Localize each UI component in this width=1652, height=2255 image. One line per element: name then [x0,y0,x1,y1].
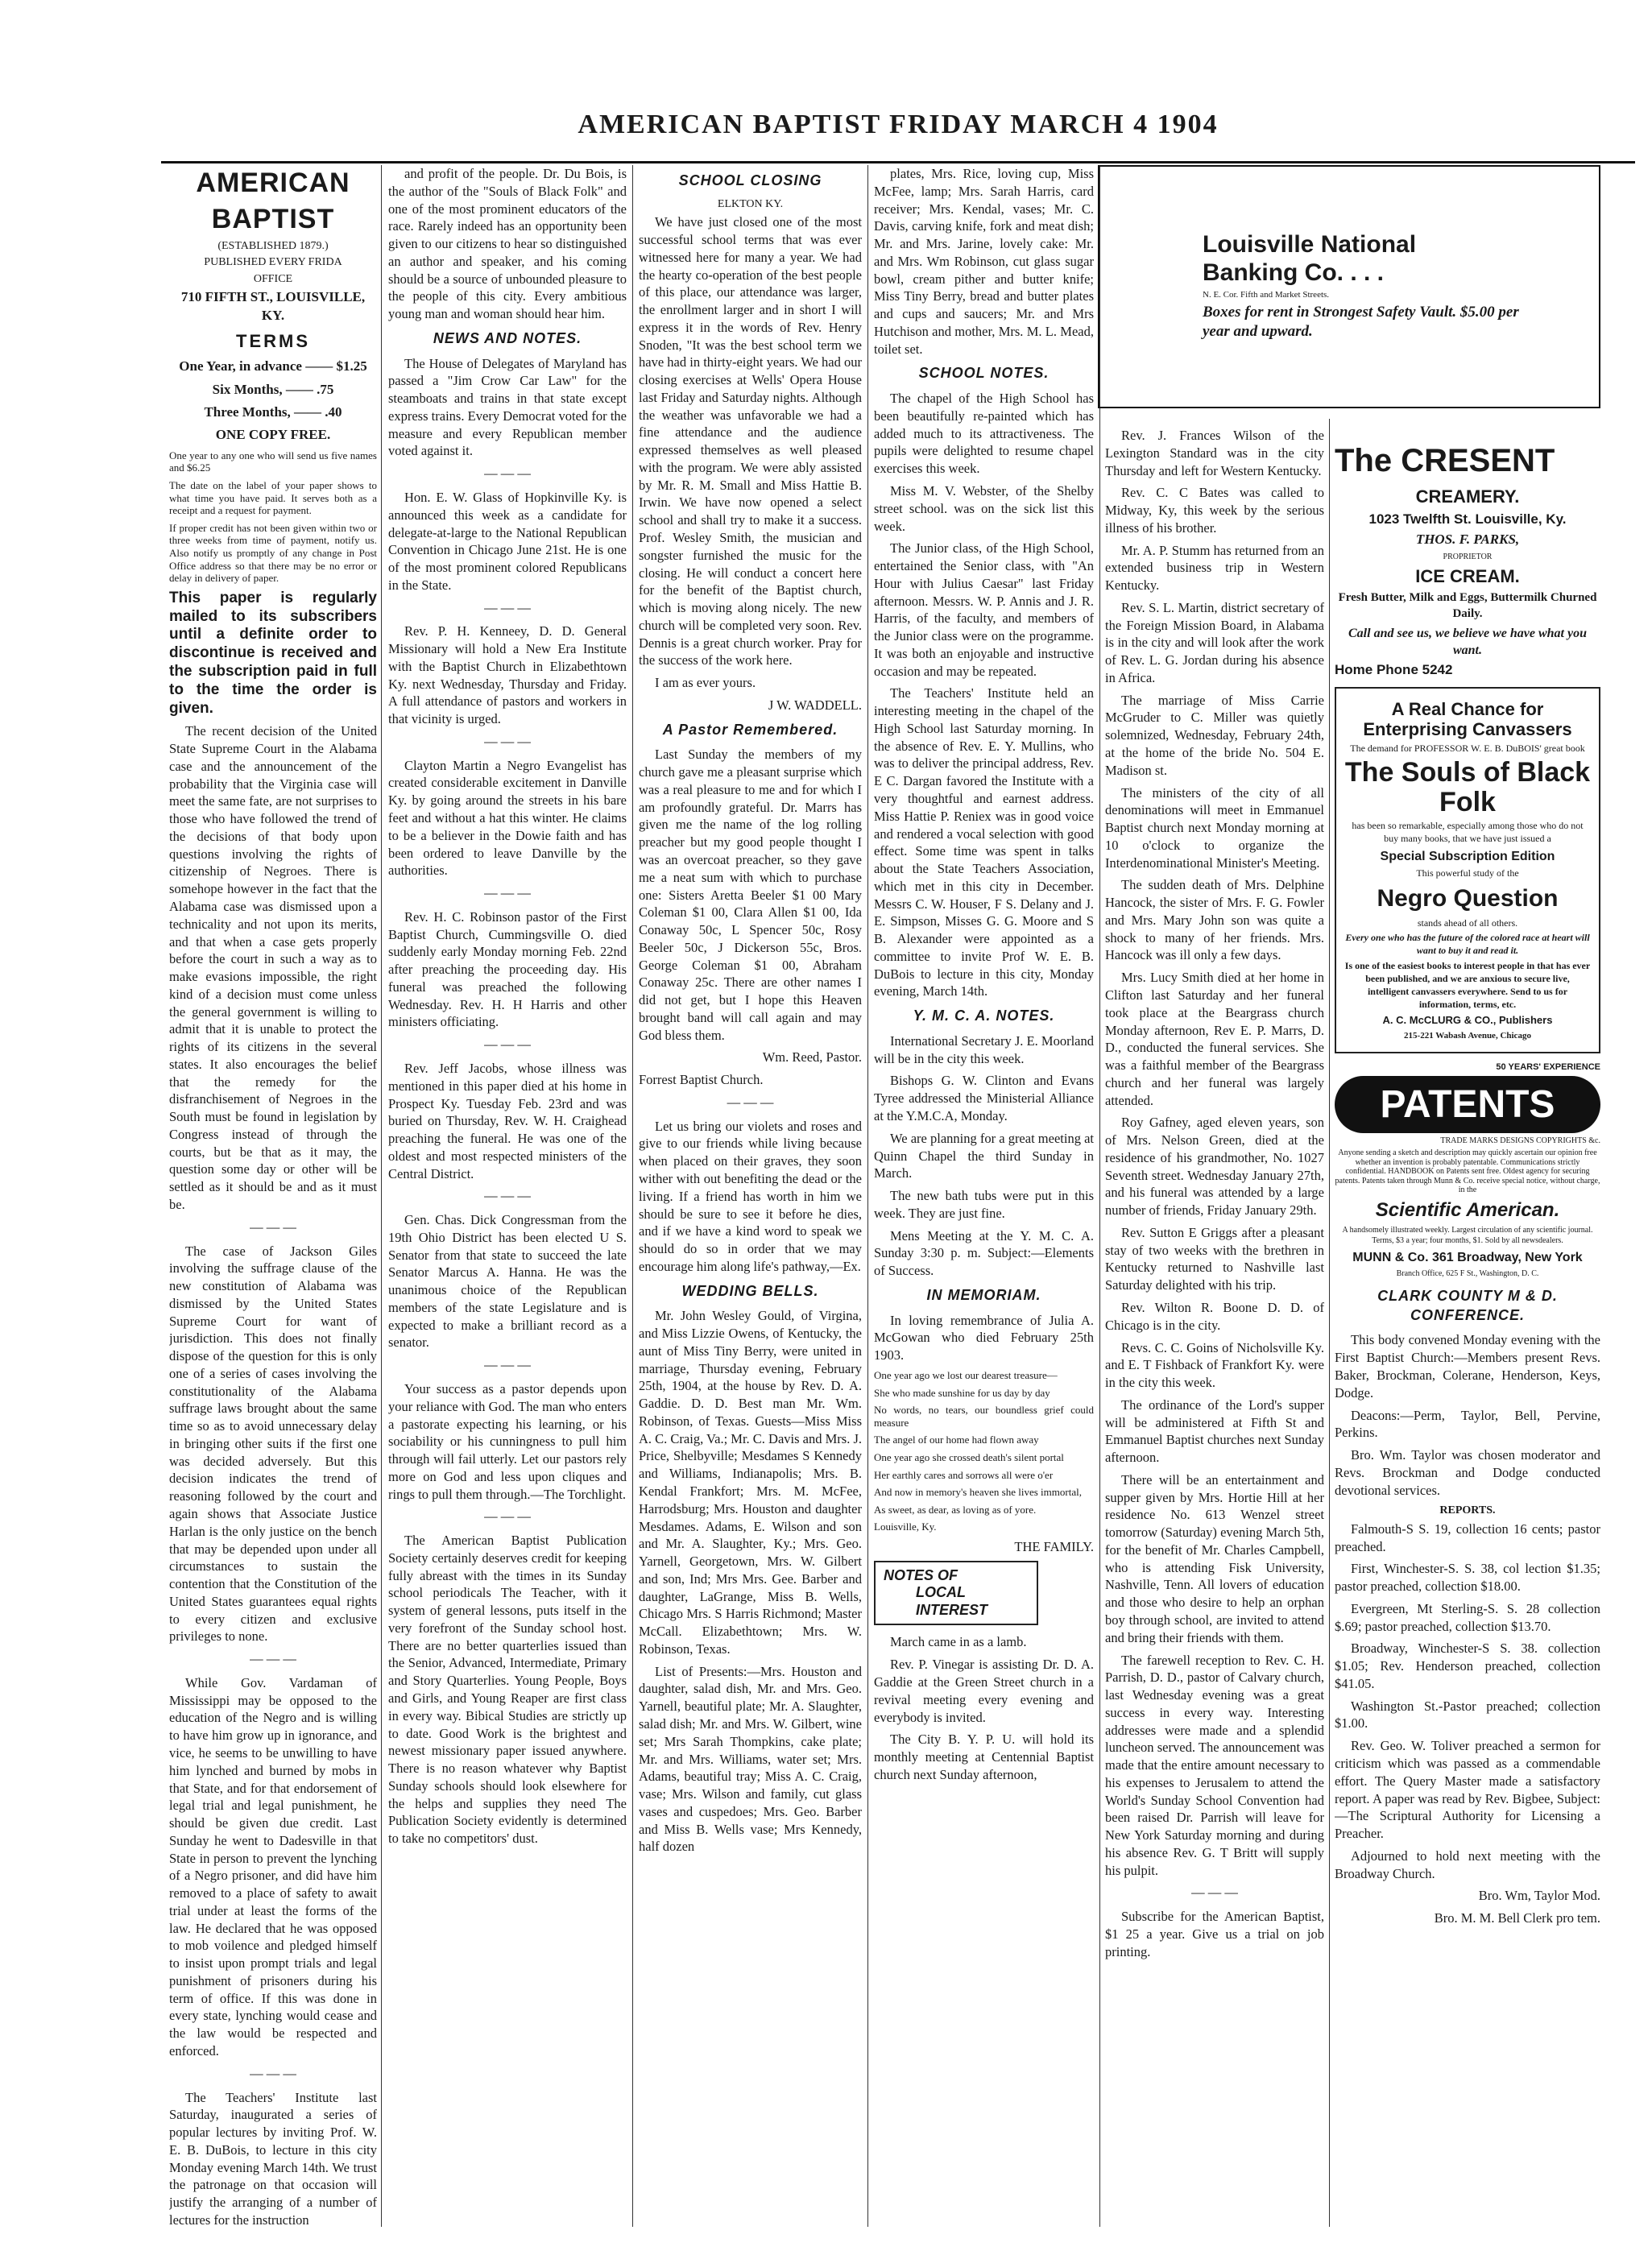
column-1: AMERICAN BAPTIST (ESTABLISHED 1879.) PUBLISHED EVERY FRIDA OFFICE 710 FIFTH ST., LOUISVILLE, KY. TERMS One Year, in advance —— $1.25 Six Months, —— .75 Three Months, —— .40 ONE COPY FREE. One year to any one who will send us five names and $6.25 The date on the label of your paper shows to what time you have paid. It serves both as a receipt and a request for payment. If proper credit has not been given within two or three weeks from time of payment, notify us. Also notify us promptly of any change in Post Office address so that there may be no error or delay in delivery of paper. This paper is regularly mailed to its subscribers until a definite order to discontinue is received and the subscription paid in full to the time the order is given. The recent decision of the United State Supreme Court in the Alabama case and the announcement of the probability that the Virginia case will meet the same fate, are not surprises to those who have followed the trend of the decisions of that body upon questions involving the rights of citizenship of Negroes. There is somehope however in the fact that the Alabama case was dismissed upon a technicality and not upon its merits, and that when a case gets properly before the court in such a way as to make evasions impossible, the right kind of a decision must come unless the general government is willing to admit that it is unable to protect the rights of its citizens in the several states. It also encourages the belief that the remedy for the disfranchisement of Negroes in the South must be found in legislation by Congress instead of through the courts, but be that as it may, the question some day or other will be settled as it should be and as it must be. — — — The case of Jackson Giles involving the suffrage clause of the new constitution of Alabama was dismissed by the United States Supreme Court for want of jurisdiction. This does not finally dispose of the question for this is only one of a series of cases involving the constitutionality of the Alabama suffrage laws brought about the same time so as to avoid unnecessary delay in bringing other suits if the first one was decided adversely. But this decision indicates the trend of reasoning followed by the court and again shows that Associate Justice Harlan is the only justice on the bench that may be depended upon under all circumstances to sustain the contention that the Constitution of the United States guarantees equal rights to every citizen and exclusive privileges to none. — — — While Gov. Vardaman of Mississippi may be opposed to the education of the Negro and is willing to have him grow up in ignorance, and vice, he seems to be unwilling to have him lynched and burned by mobs in that State, and for that endorsement of legal trial and legal punishment, he should be given due credit. Last Sunday he went to Dadesville in that State in person to prevent the lynching of a Negro prisoner, and did have him removed to a place of safety to await trial under at least the forms of the law. He declared that he was opposed to mob voilence and pledged himself to insist upon prompt trials and legal punishment of prisoners during his term of office. If this was done in every state, lynching would cease and the law would be respected and enforced. — — — The Teachers' Institute last Saturday, inaugurated a series of popular lectures by inviting Prof. W. E. B. DuBois, to lecture in this city Monday evening March 14th. We trust the patronage on that occasion will justify the arranging of a number of lectures for the instruction [169,165,377,2227]
column-5: Rev. J. Frances Wilson of the Lexington Standard was in the city Thursday and left for Western Kentucky. Rev. C. C Bates was called to Midway, Ky, this week by the serious illness of his brother. Mr. A. P. Stumm has returned from an extended business trip in Western Kentucky. Rev. S. L. Martin, district secretary of the Foreign Mission Board, in Alabama is in the city and will look after the work of Rev. L. G. Jordan during his absence in Africa. The marriage of Miss Carrie McGruder to C. Miller was quietly solemnized, Wednesday, February 24th, at the home of the bride No. 504 E. Madison st. The ministers of the city of all denominations will meet in Emmanuel Baptist church next Monday morning at 10 o'clock to organize the Interdenominational Minister's Meeting. The sudden death of Mrs. Delphine Hancock, the sister of Mrs. F. G. Fowler and Mrs. Mary John son was quite a shock to many of her friends. Mrs. Hancock was ill only a few days. Mrs. Lucy Smith died at her home in Clifton last Saturday and her funeral took place at the Beargrass church Monday afternoon, Rev E. P. Marrs, D. D., conducted the funeral services. She was a faithful member of the Beargrass church and her funeral was largely attended. Roy Gafney, aged eleven years, son of Mrs. Nelson Green, died at the residence of his grandmother, No. 1027 Seventh street. Wednesday January 27th, and his funeral was attended by a large number of friends, Friday January 29th. Rev. Sutton E Griggs after a pleasant stay of two weeks with the brethren in Kentucky returned to Nashville last Saturday delighted with his trip. Rev. Wilton R. Boone D. D. of Chicago is in the city. Revs. C. C. Goins of Nicholsville Ky. and E. T Fishback of Frankfort Ky. were in the city this week. The ordinance of the Lord's supper will be administered at Fifth St and Emmanuel Baptist churches next Sunday afternoon. There will be an entertainment and supper given by Mrs. Hortie Hill at her residence No. 613 Wenzel street tomorrow (Saturday) evening March 5th, for the benefit of Mr. Charles Campbell, who is attending Fisk University, Nashville, Tenn. All lovers of education and those who desire to help an orphan boy through school, are invited to attend and bring their friends with them. The farewell reception to Rev. C. H. Parrish, D. D., pastor of Calvary church, last Wednesday evening was a great success in every way. Interesting addresses were made and a splendid luncheon served. The announcement was made that the entire amount necessary to his expenses to Jerusalem to attend the World's Sunday School Convention had been raised Dr. Parrish will leave for New York Saturday morning and during his absence Rev. G. T Britt will supply his pulpit. — — — Subscribe for the American Baptist, $1 25 a year. Give us a trial on job printing. [1105,428,1324,1959]
section-heading: NEWS AND NOTES. [433,329,582,346]
signature: Wm. Reed, Pastor. [762,1049,862,1065]
terms-note: The date on the label of your paper shows to what time you have paid. It serves both as a receipt and a request for payment. [169,479,377,517]
article-paragraph: Broadway, Winchester-S S. 38. collection $1.05; Rev. Henderson preached, collection $41.05. [1335,1641,1600,1691]
article-paragraph: Falmouth-S S. 19, collection 16 cents; pastor preached. [1335,1521,1600,1554]
local-interest-box [874,1561,1038,1626]
souls-headline: A Real Chance for Enterprising Canvassers [1363,699,1572,740]
article-paragraph: Revs. C. C. Goins of Nicholsville Ky. and E. T Fishback of Frankfort Ky. were in the city this week. [1105,1339,1324,1391]
article-paragraph: Let us bring our violets and roses and give to our friends while living because when placed on their graves, they soon wither with out benefiting the dead or the living. If a friend has worth in him we should be sure to see it before he dies, and if we have a kind word to speak we should do so in order that we may encourage him along life's pathway,—Ex. [639,1118,862,1274]
creamery-name: CREAMERY. [1415,486,1520,507]
article-paragraph: plates, Mrs. Rice, loving cup, Miss McFee, lamp; Mrs. Sarah Harris, card receiver; Mrs. Kendal, vases; Mr. C. Davis, carving knife, fork and meat dish; Mr. and Mrs. Jarine, lovely cake: Mr. and Mrs. Wm Robinson, cut glass sugar bowl, cream pither and butter knife; Miss Tiny Berry, bread and butter plates and cups and saucers; Mr. and Mrs Hutchison and mother, Mrs. M. L. Mead, toilet set. [874,166,1094,357]
article-paragraph: Rev. C. C Bates was called to Midway, Ky, this week by the serious illness of his brother. [1105,485,1324,536]
poem-line: She who made sunshine for us day by day [874,1386,1050,1399]
reports-heading: REPORTS. [1439,1504,1496,1517]
souls-text: has been so remarkable, especially among those who do not buy many books, that we have just issued a [1352,820,1584,845]
article-paragraph: International Secretary J. E. Moorland will be in the city this week. [874,1032,1094,1066]
article-paragraph: Mr. John Wesley Gould, of Virgina, and Miss Lizzie Owens, of Kentucky, the aunt of Miss Tiny Berry, were united in marriage, Thursday evening, February 25th, 1904, at the house by Rev. D. A. Gaddie. D. D. Best man Mr. Wm. Robinson, of Texas. Guests—Miss Miss A. C. Craig, Va.; Mr. C. Davis and Mrs. J. Price, Shelbyville; Mesdames S Kennedy and Williams, Indianapolis; Mrs. B. Kendal Frankfort; Mrs. M. McFee, Harrodsburg; Mrs. Houston and daughter Mesdames. Adams, E. Wilson and son and Mr. A. Slaughter, Ky.; Mrs. Geo. Yarnell, Georgetown, Mrs. W. Gilbert and son, Ind; Mrs Mrs. Gee. Barber and daughter, LaGrange, Miss B. Wells, Chicago Mrs. S Harris Richmond; Master McCall. Elizabethtown; Mrs. W. Robinson, Texas. [639,1308,862,1657]
article-paragraph: I am as ever yours. [655,675,756,691]
column-divider [632,165,633,2227]
patents-text: A handsomely illustrated weekly. Largest circulation of any scientific journal. Terms, $3 a year; four months, $1. Sold by all newsdealers. [1342,1226,1593,1246]
article-paragraph: Rev. Sutton E Griggs after a pleasant stay of two weeks with the brethren in Kentucky returned to Nashville last Saturday delighted with his trip. [1105,1224,1324,1293]
masthead [169,165,377,325]
article-paragraph: and profit of the people. Dr. Du Bois, is the author of the "Souls of Black Folk" and one of the most prominent educators of the race. Rarely indeed has an opportunity been given to our citizens to hear so distinguished an author and speaker, and his coming should be a source of unbounded pleasure to the people of this city. Every ambitious young man and woman should hear him. [388,166,627,322]
article-paragraph: March came in as a lamb. [890,1634,1027,1650]
column-divider [867,165,868,2227]
article-paragraph: Rev. P. H. Kenneey, D. D. General Missionary will hold a New Era Institute with the Baptist Church in Elizabethtown Ky. next Wednesday, Thursday and Friday. A full attendance of pastors and workers in that vicinity is urged. [388,623,627,727]
article-paragraph: Your success as a pastor depends upon your reliance with God. The man who enters a pastorate expecting his learning, or his sociability or his cunningness to pull him through will fail utterly. Let our pastors rely more on God and less upon cliques and rings to pull them through.—The Torchlight. [388,1380,627,1502]
creamery-proprietor: THOS. F. PARKS, [1415,532,1520,548]
creamery-phone: Home Phone 5242 [1335,661,1453,677]
section-heading: SCHOOL NOTES. [918,365,1050,382]
article-paragraph: The ordinance of the Lord's supper will be administered at Fifth St and Emmanuel Baptist churches next Sunday afternoon. [1105,1396,1324,1466]
section-heading: IN MEMORIAM. [926,1286,1041,1303]
subscribe-notice: Subscribe for the American Baptist, $1 25 a year. Give us a trial on job printing. [1105,1909,1324,1959]
terms-title: TERMS [236,331,310,352]
souls-title: The Souls of Black Folk [1344,756,1591,817]
column-3: SCHOOL CLOSING ELKTON KY. We have just closed one of the most successful school terms that was ever witnessed here for many a year. We had the hearty co-operation of the best people of this place, our attendance was larger, the enrollment larger and in short I will express it in the words of Rev. Henry Snoden, "It was the best school term we have had in thirty-eight years. We had our closing exercises at Wells' Opera House last Friday and Saturday nights. Although the weather was unfavorable we had a fine attendance and the audience expressed themselves as well pleased with the program. We were ably assisted by Mr. R. M. Small and Miss Hattie B. Irwin. We have now opened a select school and shall try to make it a success. Prof. Wesley Smith, the musician and songster furnished the music for the closing. He will conduct a concert here for the benefit of the Baptist church, which is moving along nicely. The new church will be completed very soon. Rev. Dennis is a great church worker. Pray for the success of the work here. I am as ever yours. J W. WADDELL. A Pastor Remembered. Last Sunday the members of my church gave me a pleasant surprise which was a real pleasure to me and for which I am profoundly grateful. Dr. Marrs has given me the name of the log rolling preacher but my good people thought I was an overcoat preacher, so they gave me a neat sum with which to purchase one: Sisters Aretta Beeler $1 00 Mary Coleman $1 00, Clara Allen $1 00, Ida Conaway 50c, L Spencer 50c, Rosy Beeler 50c, J Dickerson 55c, Bros. George Coleman $1 00, Abraham Conaway 25c. There are other names I did not get, but I hope this Heaven brought band will call again and may God bless them. Wm. Reed, Pastor. Forrest Baptist Church. — — — Let us bring our violets and roses and give to our friends while living because when placed on their graves, they soon wither with out benefiting the dead or the living. If a friend has worth in him we should be sure to see it before he dies, and if we have a kind word to speak we should do so in order that we may encourage him along life's pathway,—Ex. WEDDING BELLS. Mr. John Wesley Gould, of Virgina, and Miss Lizzie Owens, of Kentucky, the aunt of Miss Tiny Berry, were united in marriage, Thursday evening, February 25th, 1904, at the house by Rev. D. A. Gaddie. D. D. Best man Mr. Wm. Robinson, of Texas. Guests—Miss Miss A. C. Craig, Va.; Mr. C. Davis and Mrs. J. Price, Shelbyville; Mesdames S Kennedy and Williams, Indianapolis; Mrs. B. Kendal Frankfort; Mrs. M. McFee, Harrodsburg; Mrs. Houston and daughter Mesdames. Adams, E. Wilson and son and Mr. A. Slaughter, Ky.; Mrs. Geo. Yarnell, Georgetown, Mrs. W. Gilbert and son, Ind; Mrs Mrs. Gee. Barber and daughter, LaGrange, Miss B. Wells, Chicago Mrs. S Harris Richmond; Master McCall. Elizabethtown; Mrs. W. Robinson, Texas. List of Presents:—Mrs. Houston and daughter, salad dish, Mr. and Mrs. Geo. Yarnell, beautiful plate; Mr. A. Slaughter, salad dish; Mr. and Mrs. W. Gilbert, wine set; Mrs Sarah Thompkins, cake plate; Mr. and Mrs. Williams, water set; Mrs. Adams, beautiful tray; Miss A. C. Craig, vase; Mrs. Wilson and family, cut glass vases and cuspedoes; Mrs. Geo. Barber and Miss B. Wells vase; Mrs Kennedy, half dozen [639,172,862,1855]
poem-line: Her earthly cares and sorrows all were o'er [874,1468,1054,1481]
article-paragraph: The farewell reception to Rev. C. H. Parrish, D. D., pastor of Calvary church, last Wednesday evening was a great success in every way. Interesting addresses were made and a splendid luncheon served. The announcement was made that the entire amount necessary to his expenses to Jerusalem to attend the World's Sunday School Convention had been raised Dr. Parrish will leave for New York Saturday morning and during his absence Rev. G. T Britt will supply his pulpit. [1105,1652,1324,1878]
souls-text: The demand for PROFESSOR W. E. B. DuBOIS' great book [1350,742,1585,754]
bank-address: N. E. Cor. Fifth and Market Streets. [1203,290,1330,300]
creamery-product: ICE CREAM. [1415,565,1520,586]
terms-line: Three Months, —— .40 [204,403,342,420]
article-paragraph: The ministers of the city of all denominations will meet in Emmanuel Baptist church next Monday morning at 10 o'clock to organize the Interdenominational Minister's Meeting. [1105,784,1324,871]
masthead-established: (ESTABLISHED 1879.) [217,239,329,252]
poem-line: And now in memory's heaven she lives immortal, [874,1486,1082,1499]
masthead-office: OFFICE [253,272,293,285]
bank-offer: Boxes for rent in Strongest Safety Vault. $5.00 per year and upward. [1203,304,1519,340]
article-paragraph: The Junior class, of the High School, entertained the Senior class, with "An Hour with Julius Caesar" last Friday afternoon. Messrs. W. P. Annis and J. R. Harris, of the faculty, and members of the Junior class were on the programme. It was both an enjoyable and instructive occasion and may be repeated. [874,540,1094,679]
article-paragraph: The sudden death of Mrs. Delphine Hancock, the sister of Mrs. F. G. Fowler and Mrs. Mary John son was quite a shock to many of her friends. Mrs. Hancock was ill only a few days. [1105,877,1324,963]
souls-edition: Special Subscription Edition [1380,850,1555,864]
article-paragraph: We have just closed one of the most successful school terms that was ever witnessed here for many a year. We had the hearty co-operation of the best people of this place, our attendance was larger, the enrollment larger and in short I will express it in the words of Rev. Henry Snoden, "It was the best school term we have had in thirty-eight years. We had our closing exercises at Wells' Opera House last Friday and Saturday nights. Although the weather was unfavorable we had a fine attendance and the audience expressed themselves as well pleased with the program. We were ably assisted by Mr. R. M. Small and Miss Hattie B. Irwin. We have now opened a select school and shall try to make it a success. Prof. Wesley Smith, the musician and songster furnished the music for the closing. He will conduct a concert here for the benefit of the Baptist church, which is moving along nicely. The new church will be completed very soon. Rev. Dennis is a great church worker. Pray for the success of the work here. [639,214,862,668]
poem-line: No words, no tears, our boundless grief could measure [874,1404,1094,1429]
article-paragraph: Deacons:—Perm, Taylor, Bell, Pervine, Perkins. [1335,1407,1600,1441]
terms-note: One year to any one who will send us five names and $6.25 [169,449,377,474]
article-paragraph: Miss M. V. Webster, of the Shelby street school. was on the sick list this week. [874,483,1094,534]
article-paragraph: The Teachers' Institute held an interesting meeting in the chapel of the High School last Saturday morning. In the absence of Rev. E. Y. Mullins, who was to deliver the principal address, Rev. E C. Dargan favored the Institute with a very thoughtful and earnest address. Miss Hattie P. Reniex was in good voice and rendered a vocal selection with good effect. Some time was spent in talks about the State Teachers Association, which met in this city in December. Messrs C. W. Houser, F S. Delany and J. E. Simpson, Misses G. G. Moore and S B. Alexander were appointed as a committee to invite Prof W. E. B. DuBois to lecture in this city, Monday evening, March 14th. [874,685,1094,999]
article-paragraph: Evergreen, Mt Sterling-S. S. 28 collection $.69; pastor preached, collection $13.70. [1335,1600,1600,1634]
signature: Forrest Baptist Church. [639,1072,764,1088]
article-paragraph: The House of Delegates of Maryland has passed a "Jim Crow Car Law" for the steamboats and trains in that state except express trains. Every Democrat voted for the measure and every Republican member voted against it. [388,355,627,459]
signature: Bro. Wm, Taylor Mod. [1478,1888,1600,1904]
section-heading: Y. M. C. A. NOTES. [913,1008,1055,1024]
poem-line: One year ago she crossed death's silent portal [874,1450,1064,1463]
patents-journal: Scientific American. [1375,1198,1560,1221]
terms-line: ONE COPY FREE. [215,427,331,443]
article-paragraph: Mrs. Lucy Smith died at her home in Clifton last Saturday and her funeral took place at the Beargrass church Monday afternoon, Rev E. P. Marrs, D. D., conducted the funeral services. She was a faithful member of the Beargrass church and her funeral was largely attended. [1105,970,1324,1108]
mailing-notice: This paper is regularly mailed to its subscribers until a definite order to discontinue is received and the subscription paid in full to the time the order is given. [169,589,377,717]
masthead-address: 710 FIFTH ST., LOUISVILLE, KY. [180,289,366,323]
souls-publisher: A. C. McCLURG & CO., Publishers [1382,1014,1553,1027]
masthead-published: PUBLISHED EVERY FRIDA [204,256,342,269]
souls-publisher-address: 215-221 Wabash Avenue, Chicago [1404,1030,1531,1041]
patents-trademarks: TRADE MARKS DESIGNS COPYRIGHTS &c. [1440,1136,1600,1145]
article-paragraph: The American Baptist Publication Society certainly deserves credit for keeping fully abreast with the times in its Sunday school periodicals The Teacher, with it system of general lessons, puts itself in the very forefront of the Sunday school host. There are no better quarterlies issued than the Senior, Advanced, Intermediate, Primary and Story Quarterlies. Young People, Boys and Girls, and Young Reaper are first class in every way. Bibical Studies are strictly up to date. Good Work is the brightest and newest missionary paper issued anywhere. There is no reason whatever why Baptist Sunday schools should look elsewhere for the helps and supplies they need The Publication Society evidently is determined to take no competitors' dust. [388,1533,627,1847]
article-paragraph: Rev. Jeff Jacobs, whose illness was mentioned in this paper died at his home in Prospect Ky. Tuesday Feb. 23rd and was buried on Thursday, Rev. W. H. Craighead preaching the funeral. He was one of the oldest and most respected ministers of the Central District. [388,1060,627,1181]
article-paragraph: The chapel of the High School has been beautifully re-painted which has added much to its attractiveness. The pupils were delighted to resume chapel exercises this week. [874,391,1094,477]
souls-text: Is one of the easiest books to interest people in that has ever been published, and we are anxious to secure live, intelligent canvassers everywhere. Send to us for information, terms, etc. [1344,960,1591,1010]
patents-advertisement [1335,1061,1600,1279]
article-paragraph: Rev. J. Frances Wilson of the Lexington Standard was in the city Thursday and left for Western Kentucky. [1105,428,1324,478]
article-paragraph: The case of Jackson Giles involving the suffrage clause of the new constitution of Alabama was dismissed by the United States Supreme Court for want of jurisdiction. This does not finally dispose of the question for this is only one of a series of cases involving the constitutionality of the Alabama suffrage laws brought about the same time so as to avoid unnecessary delay in bringing other suits if the first one was decided adversely. But this decision indicates the trend of reasoning followed by the court and again shows that Associate Justice Harlan is the only justice on the bench that may be depended upon under all circumstances to sustain the contention that the Constitution of the United States guarantees equal rights to every citizen and exclusive privileges to none. [169,1243,377,1645]
patents-experience: 50 YEARS' EXPERIENCE [1496,1062,1600,1073]
article-paragraph: Bishops G. W. Clinton and Evans Tyree addressed the Ministerial Alliance at the Y.M.C.A, Monday. [874,1073,1094,1124]
article-paragraph: Mens Meeting at the Y. M. C. A. Sunday 3:30 p. m. Subject:—Elements of Success. [874,1227,1094,1279]
souls-text: Every one who has the future of the colored race at heart will want to buy it and read it. [1345,932,1590,957]
bank-name: Louisville National [1203,231,1417,258]
article-paragraph: Rev. Wilton R. Boone D. D. of Chicago is in the city. [1105,1299,1324,1333]
souls-advertisement [1335,687,1600,1053]
article-paragraph: While Gov. Vardaman of Mississippi may be opposed to the education of the Negro and is willing to have him grow up in ignorance, and vice, he seems to be unwilling to have him lynched and burned by mobs in that State, and for that endorsement of legal trial and legal punishment, he should be given due credit. Last Sunday he went to Dadesville in that State in person to prevent the lynching of a Negro prisoner, and did have him removed to a place of safety to await trial under at least the forms of the law. He declared that he was opposed to mob voilence and pledged himself to insist upon prompt trials and legal punishment of prisoners during his term of office. If this was done in every state, lynching would cease and the law would be respected and enforced. [169,1674,377,2058]
article-paragraph: Adjourned to hold next meeting with the Broadway Church. [1335,1847,1600,1881]
column-4 [874,165,1094,2227]
local-interest-title: LOCAL INTEREST [916,1584,988,1618]
article-paragraph: The recent decision of the United State Supreme Court in the Alabama case and the announcement of the probability that the Virginia case will meet the same fate, are not surprises to those who have followed the trend of the decisions of that body upon questions involving the rights of citizenship of Negroes. There is somehope however in the fact that the Alabama case was dismissed upon a technicality and not upon its merits, and that when a case gets properly before the court in such a way as to make evasions impossible, the right kind of a decision must come unless the general government is willing to admit that it is unable to protect the rights of its citizens in the several states. It also encourages the belief that the remedy for the disfranchisement of Negroes in the South must be found in legislation by Congress instead of through the courts, but be that as it may, the question some day or other will be settled as it should be and as it must be. [169,723,377,1212]
souls-subject: Negro Question [1377,884,1559,912]
article-paragraph: The City B. Y. P. U. will hold its monthly meeting at Centennial Baptist church next Sunday afternoon, [874,1732,1094,1782]
article-paragraph: In loving remembrance of Julia A. McGowan who died February 25th 1903. [874,1312,1094,1363]
column-divider [381,165,382,2227]
article-paragraph: Mr. A. P. Stumm has returned from an extended business trip in Western Kentucky. [1105,542,1324,594]
article-paragraph: List of Presents:—Mrs. Houston and daughter, salad dish, Mr. and Mrs. Geo. Yarnell, beautiful plate; Mr. A. Slaughter, salad dish; Mr. and Mrs. W. Gilbert, wine set; Mrs Sarah Thompkins, cake plate; Mr. and Mrs. Williams, water set; Mrs. Adams, beautiful tray; Miss A. C. Craig, vase; Mrs. Wilson and family, cut glass vases and cuspedoes; Mrs. Geo. Barber and Miss B. Wells vase; Mrs Kennedy, half dozen [639,1663,862,1855]
masthead-title: AMERICAN BAPTIST [196,168,350,234]
terms-note: If proper credit has not been given within two or three weeks from time of payment, notify us. Also notify us promptly of any change in Post Office address so that there may be no error or delay in delivery of paper. [169,521,377,585]
article-paragraph: Roy Gafney, aged eleven years, son of Mrs. Nelson Green, died at the residence of his grandmother, No. 1027 Seventh street. Wednesday January 27th, and his funeral was attended by a large number of friends, Friday January 29th. [1105,1115,1324,1219]
header-rule [161,161,1635,163]
article-paragraph: Washington St.-Pastor preached; collection $1.00. [1335,1698,1600,1732]
signature: THE FAMILY. [1014,1538,1094,1554]
article-paragraph: Rev. Geo. W. Toliver preached a sermon for criticism which was passed as a commendable effort. The Query Master made a satisfactory report. A paper was read by Rev. Bigbee, Subject:—The Scriptural Authority for Licensing a Preacher. [1335,1738,1600,1842]
column-divider [1099,165,1100,2227]
creamery-slogan: Call and see us, we believe we have what you want. [1348,626,1587,657]
terms-line: Six Months, —— .75 [212,381,334,397]
article-paragraph: Rev. H. C. Robinson pastor of the First Baptist Church, Cummingsville O. died suddenly early Monday morning Feb. 22nd after preaching the proceeding day. His funeral was preached the following Wednesday. Rev. H. H Harris and other ministers officiating. [388,908,627,1030]
patents-title: PATENTS [1335,1076,1600,1133]
article-paragraph: First, Winchester-S. S. 38, col lection $1.35; pastor preached, collection $18.00. [1335,1561,1600,1595]
article-paragraph: Gen. Chas. Dick Congressman from the 19th Ohio District has been elected U S. Senator from that state to succeed the late Senator Marcus A. Hanna. He was the unanimous choice of the Republican members of the state Legislature and is expected to make a brilliant record as a senator. [388,1212,627,1351]
article-paragraph: There will be an entertainment and supper given by Mrs. Hortie Hill at her residence No. 613 Wenzel street tomorrow (Saturday) evening March 5th, for the benefit of Mr. Charles Campbell, who is attending Fisk University, Nashville, Tenn. All lovers of education and those who desire to help an orphan boy through school, are invited to attend and bring their friends with them. [1105,1471,1324,1645]
creamery-address: 1023 Twelfth St. Louisville, Ky. [1368,511,1567,527]
bank-name: Banking Co. . . . [1203,259,1385,286]
section-heading: SCHOOL CLOSING [678,172,822,188]
terms-line: One Year, in advance —— $1.25 [179,358,367,374]
page-header-title: AMERICAN BAPTIST FRIDAY MARCH 4 1904 [578,110,1219,139]
column-divider [1329,419,1330,2227]
patents-company: MUNN & Co. 361 Broadway, New York [1352,1250,1583,1264]
creamery-proprietor-label: PROPRIETOR [1443,552,1493,561]
article-paragraph: Rev. S. L. Martin, district secretary of the Foreign Mission Board, in Alabama is in the city and will look after the work of Rev. L. G. Jordan during his absence in Africa. [1105,599,1324,685]
poem-line: One year ago we lost our dearest treasure— [874,1368,1058,1381]
poem-line: As sweet, as dear, as loving as of yore. [874,1503,1037,1516]
patents-text: Anyone sending a sketch and description may quickly ascertain our opinion free whether an invention is probably patentable. Communications strictly confidential. HANDBOOK on Patents sent free. Oldest agency for securing patents. Patents taken through Munn & Co. receive special notice, without charge, in the [1335,1148,1600,1195]
dateline: ELKTON KY. [717,197,784,210]
creamery-name: The CRESENT [1335,443,1555,478]
article-paragraph: We are planning for a great meeting at Quinn Chapel the third Sunday in March. [874,1130,1094,1181]
memoriam-place: Louisville, Ky. [874,1521,937,1533]
souls-text: This powerful study of the [1416,867,1519,879]
creamery-products: Fresh Butter, Milk and Eggs, Buttermilk Churned Daily. [1338,590,1597,620]
article-paragraph: Last Sunday the members of my church gave me a pleasant surprise which was a real pleasure to me and for which I am profoundly grateful. Dr. Marrs has given me the name of the log rolling preacher but my good people thought I was an overcoat preacher, so they gave me a neat sum with which to purchase one: Sisters Aretta Beeler $1 00 Mary Coleman $1 00, Clara Allen $1 00, Ida Conaway 50c, L Spencer 50c, Rosy Beeler 50c, J Dickerson 55c, Bros. George Coleman $1 00, Abraham Conaway 25c. There are other names I did not get, but I hope this Heaven brought band will call again and may God bless them. [639,747,862,1043]
article-paragraph: Rev. P. Vinegar is assisting Dr. D. A. Gaddie at the Green Street church in a revival meeting every evening and everybody is invited. [874,1657,1094,1725]
article-paragraph: The marriage of Miss Carrie McGruder to C. Miller was quietly solemnized, Wednesday, February 24th, at the home of the bride No. 504 E. Madison st. [1105,692,1324,778]
article-paragraph: The Teachers' Institute last Saturday, inaugurated a series of popular lectures by inviting Prof. W. E. B. DuBois, to lecture in this city Monday evening March 14th. We trust the patronage on that occasion will justify the arranging of a number of lectures for the instruction [169,2089,377,2227]
patents-branch: Branch Office, 625 F St., Washington, D. C. [1396,1268,1539,1278]
bank-advertisement [1098,165,1600,408]
signature: J W. WADDELL. [768,697,862,713]
article-paragraph: This body convened Monday evening with the First Baptist Church:—Members present Revs. Baker, Brockman, Colerane, Henderson, Keys, Dodge. [1335,1332,1600,1401]
article-paragraph: Bro. Wm. Taylor was chosen moderator and Revs. Brockman and Dodge conducted devotional services. [1335,1447,1600,1498]
section-heading: CLARK COUNTY M & D. CONFERENCE. [1377,1287,1558,1323]
signature: Bro. M. M. Bell Clerk pro tem. [1434,1910,1600,1926]
article-paragraph: The new bath tubs were put in this week. They are just fine. [874,1188,1094,1221]
article-paragraph: Clayton Martin a Negro Evangelist has created considerable excitement in Danville Ky. by going around the streets in his bare feet and without a hat this winter. He claims to be a believer in the Dowie faith and has been ordered to leave Danville by the authorities. [388,757,627,879]
poem-line: The angel of our home had flown away [874,1434,1039,1446]
page-header [169,103,1627,159]
section-heading: WEDDING BELLS. [681,1282,819,1299]
souls-text: stands ahead of all others. [1417,916,1518,929]
local-interest-title: NOTES OF [884,1566,958,1583]
column-2: and profit of the people. Dr. Du Bois, is the author of the "Souls of Black Folk" and one of the most prominent educators of the race. Rarely indeed has an opportunity been given to our citizens to hear so distinguished an author and speaker, and his coming should be a source of unbounded pleasure to the people of this city. Every ambitious young man and woman should hear him. NEWS AND NOTES. The House of Delegates of Maryland has passed a "Jim Crow Car Law" for the steamboats and trains in that state except express trains. Every Democrat voted for the measure and every Republican member voted against it. — — — Hon. E. W. Glass of Hopkinville Ky. is announced this week as a candidate for delegate-at-large to the National Republican Convention in Chicago June 21st. He is one of the most prominent colored Republicans in the State. — — — Rev. P. H. Kenneey, D. D. General Missionary will hold a New Era Institute with the Baptist Church in Elizabethtown Ky. next Wednesday, Thursday and Friday. A full attendance of pastors and workers in that vicinity is urged. — — — Clayton Martin a Negro Evangelist has created considerable excitement in Danville Ky. by going around the streets in his bare feet and without a hat this winter. He claims to be a believer in the Dowie faith and has been ordered to leave Danville by the authorities. — — — Rev. H. C. Robinson pastor of the First Baptist Church, Cummingsville O. died suddenly early Monday morning Feb. 22nd after preaching the proceeding day. His funeral was preached the following Wednesday. Rev. H. H Harris and other ministers officiating. — — — Rev. Jeff Jacobs, whose illness was mentioned in this paper died at his home in Prospect Ky. Tuesday Feb. 23rd and was buried on Thursday, Rev. W. H. Craighead preaching the funeral. He was one of the oldest and most respected ministers of the Central District. — — — Gen. Chas. Dick Congressman from the 19th Ohio District has been elected U S. Senator from that state to succeed the late Senator Marcus A. Hanna. He was the unanimous choice of the Republican members of the state Legislature and is expected to make a brilliant record as a senator. — — — Your success as a pastor depends upon your reliance with God. The man who enters a pastorate expecting his learning, or his sociability or his cunningness to pull him through will fail utterly. Let our pastors rely more on God and less upon cliques and rings to pull them through.—The Torchlight. — — — The American Baptist Publication Society certainly deserves credit for keeping fully abreast with the times in its Sunday school periodicals The Teacher, with it system of general lessons, puts itself in the very forefront of the Sunday school host. There are no better quarterlies issued than the Senior, Advanced, Intermediate, Primary and Story Quarterlies. Young People, Boys and Girls, and Young Reaper are first class in every way. Bibical Studies are strictly up to date. Good Work is the brightest and newest missionary paper issued anywhere. There is no reason whatever why Baptist Sunday schools should look elsewhere for the helps and supplies they need The Publication Society evidently is determined to take no competitors' dust. [388,166,627,1847]
column-6 [1335,435,1600,2227]
creamery-advertisement [1335,440,1600,679]
section-heading: A Pastor Remembered. [662,721,838,738]
article-paragraph: Hon. E. W. Glass of Hopkinville Ky. is announced this week as a candidate for delegate-at-large to the National Republican Convention in Chicago June 21st. He is one of the most prominent colored Republicans in the State. [388,490,627,593]
